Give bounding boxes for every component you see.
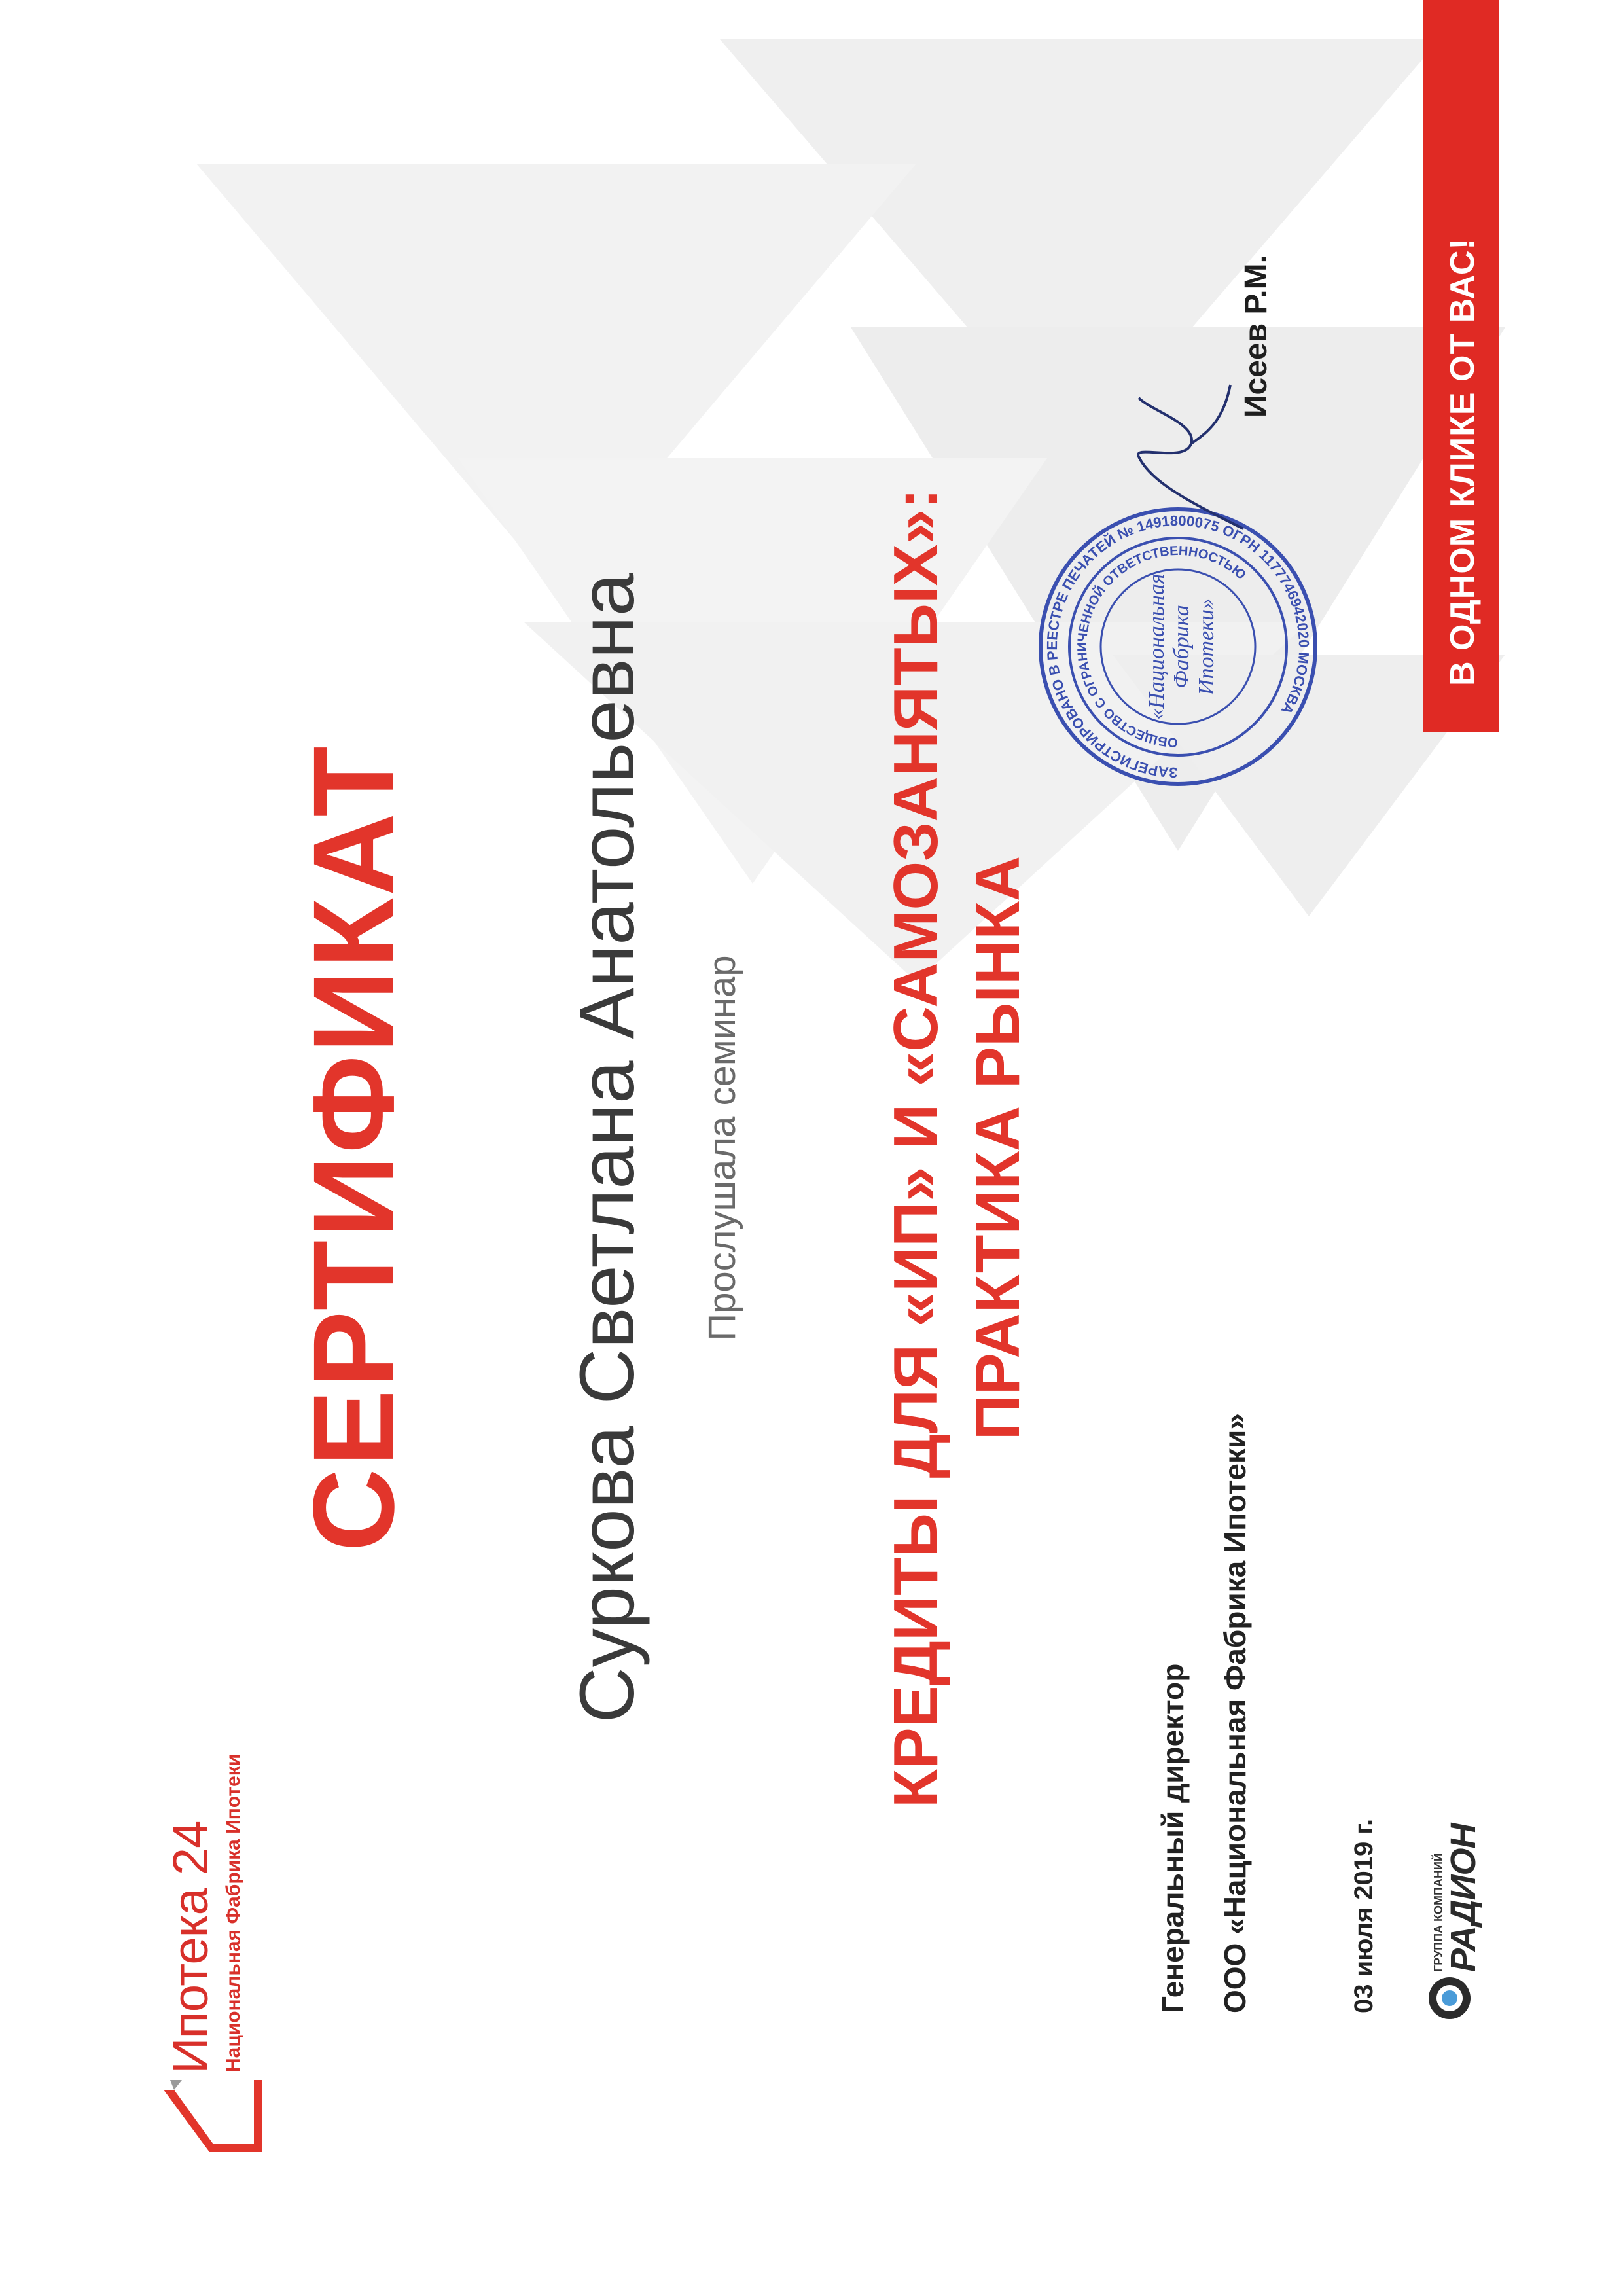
course-title-line-2: ПРАКТИКА РЫНКА bbox=[963, 855, 1033, 1441]
signature bbox=[1113, 372, 1263, 542]
stamp-inner-text: ОБЩЕСТВО С ОГРАНИЧЕННОЙ ОТВЕТСТВЕННОСТЬЮ bbox=[1075, 543, 1249, 750]
stamp-center-line-1: «Национальная bbox=[1145, 573, 1169, 720]
company-stamp bbox=[1034, 503, 1322, 791]
course-title-line-1: КРЕДИТЫ ДЛЯ «ИП» И «САМОЗАНЯТЫХ»: bbox=[881, 488, 951, 1808]
recipient-name: Суркова Светлана Анатольевна bbox=[564, 573, 651, 1723]
certificate-title: СЕРТИФИКАТ bbox=[290, 744, 418, 1552]
director-position: Генеральный директор bbox=[1156, 1663, 1190, 2013]
stamp-center-line-2: Фабрика bbox=[1169, 605, 1194, 689]
group-name: РАДИОН bbox=[1444, 1823, 1483, 1972]
organization-name: ООО «Национальная Фабрика Ипотеки» bbox=[1218, 1413, 1252, 2013]
group-label: ГРУППА КОМПАНИЙ bbox=[1432, 1853, 1445, 1972]
house-logo-icon bbox=[164, 2073, 262, 2152]
stamp-outer-text: ЗАРЕГИСТРИРОВАНО В РЕЕСТРЕ ПЕЧАТЕЙ № 1491800075 ОГРН 1177746942020 МОСКВА bbox=[1043, 512, 1313, 781]
stamp-center-line-3: Ипотеки» bbox=[1194, 598, 1219, 696]
group-logo-icon bbox=[1427, 1975, 1472, 2021]
brand-subtitle: Национальная Фабрика Ипотеки bbox=[223, 1753, 244, 2072]
slogan-text: В ОДНОМ КЛИКЕ ОТ ВАС! bbox=[1444, 238, 1482, 686]
brand-name: Ипотека 24 bbox=[163, 1821, 219, 2073]
signer-name: Исеев Р.М. bbox=[1239, 255, 1274, 418]
action-text: Прослушала семинар bbox=[701, 955, 743, 1341]
issue-date: 03 июля 2019 г. bbox=[1349, 1818, 1378, 2013]
